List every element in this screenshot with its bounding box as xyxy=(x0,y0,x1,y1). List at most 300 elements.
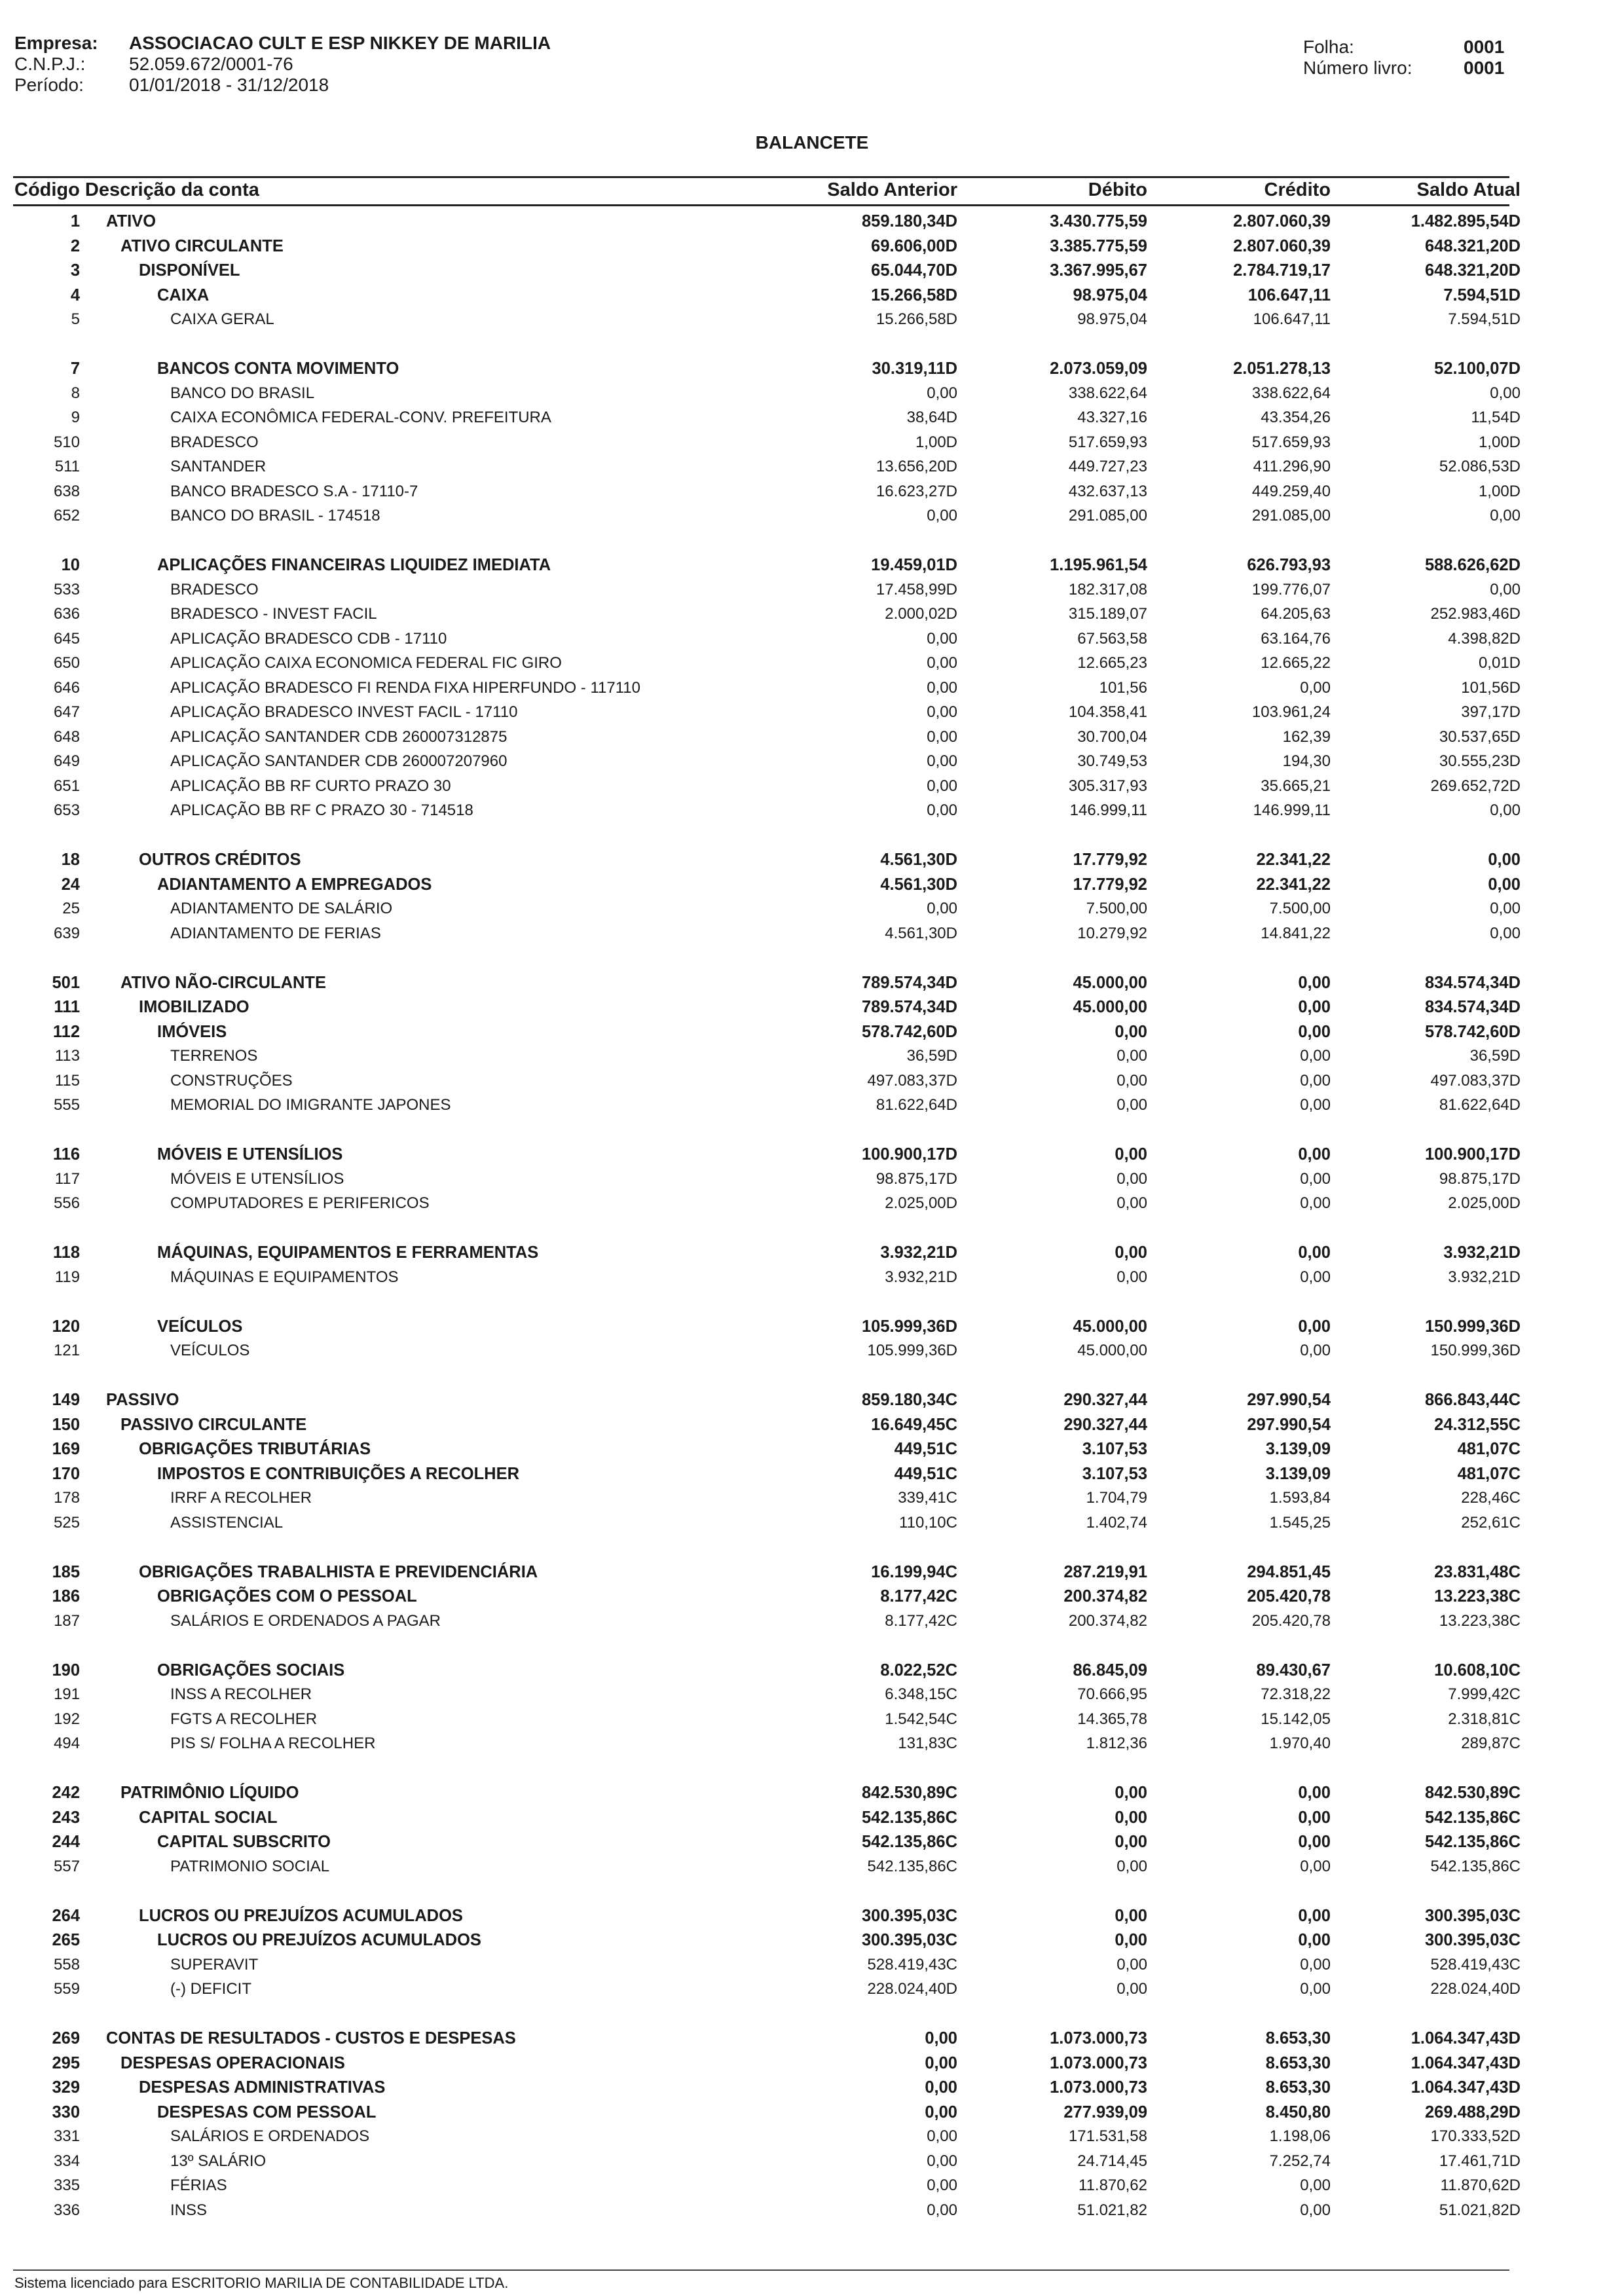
debito-value: 338.622,64 xyxy=(1068,384,1147,402)
account-row xyxy=(14,430,1521,454)
debito-value: 1.812,36 xyxy=(1086,1735,1147,1752)
saldo-anterior-value: 542.135,86C xyxy=(861,1833,957,1851)
debito-value: 67.563,58 xyxy=(1077,629,1147,648)
credito-value: 8.653,30 xyxy=(1265,2053,1331,2072)
account-row xyxy=(14,257,1521,282)
account-description: PIS S/ FOLHA A RECOLHER xyxy=(170,1735,376,1752)
saldo-atual-value: 1.064.347,43D xyxy=(1411,2053,1521,2072)
account-description: CONTAS DE RESULTADOS - CUSTOS E DESPESAS xyxy=(106,2029,516,2047)
saldo-anterior-value: 542.135,86C xyxy=(867,1857,957,1875)
company-header xyxy=(14,33,551,96)
account-code: 169 xyxy=(52,1440,80,1458)
saldo-atual-value: 2.318,81C xyxy=(1448,1710,1521,1728)
account-row xyxy=(14,1092,1521,1117)
row-spacer xyxy=(14,1117,1509,1142)
debito-value: 305.317,93 xyxy=(1068,777,1147,795)
saldo-atual-value: 7.594,51D xyxy=(1443,285,1521,304)
livro-value: 0001 xyxy=(1464,58,1505,78)
saldo-anterior-value: 30.319,11D xyxy=(872,359,957,378)
debito-value: 291.085,00 xyxy=(1068,507,1147,524)
account-description: ADIANTAMENTO A EMPREGADOS xyxy=(157,875,432,894)
saldo-anterior-value: 110,10C xyxy=(899,1513,957,1532)
account-code: 652 xyxy=(53,507,80,524)
saldo-anterior-value: 2.025,00D xyxy=(885,1194,957,1212)
account-row xyxy=(14,1166,1521,1191)
account-code: 113 xyxy=(54,1047,80,1065)
account-description: INSS xyxy=(170,2201,208,2219)
saldo-atual-value: 228.024,40D xyxy=(1430,1980,1521,1998)
account-code: 7 xyxy=(70,359,80,378)
saldo-atual-value: 150.999,36D xyxy=(1430,1342,1521,1359)
saldo-atual-value: 7.594,51D xyxy=(1448,310,1521,328)
saldo-atual-value: 588.626,62D xyxy=(1424,556,1521,574)
account-code: 117 xyxy=(54,1169,80,1188)
account-description: APLICAÇÕES FINANCEIRAS LIQUIDEZ IMEDIATA xyxy=(157,556,551,574)
account-description: PASSIVO CIRCULANTE xyxy=(120,1415,307,1434)
saldo-atual-value: 0,00 xyxy=(1488,851,1521,869)
debito-value: 1.073.000,73 xyxy=(1050,2078,1147,2097)
saldo-anterior-value: 0,00 xyxy=(927,777,957,795)
saldo-anterior-value: 789.574,34D xyxy=(861,998,957,1016)
account-description: ADIANTAMENTO DE FERIAS xyxy=(170,924,381,942)
row-spacer xyxy=(14,331,1509,356)
credito-value: 106.647,11 xyxy=(1253,310,1331,328)
account-description: VEÍCULOS xyxy=(157,1317,243,1336)
col-debito: Débito xyxy=(1088,179,1147,200)
credito-value: 7.252,74 xyxy=(1269,2152,1331,2170)
credito-value: 35.665,21 xyxy=(1261,777,1331,795)
saldo-anterior-value: 0,00 xyxy=(927,2201,957,2219)
saldo-atual-value: 30.537,65D xyxy=(1439,727,1521,746)
credito-value: 0,00 xyxy=(1298,1833,1331,1851)
account-row xyxy=(14,2123,1521,2148)
account-row xyxy=(14,1731,1521,1755)
saldo-anterior-value: 0,00 xyxy=(925,2029,957,2047)
account-code: 331 xyxy=(53,2127,80,2145)
account-row xyxy=(14,1608,1521,1633)
saldo-atual-value: 10.608,10C xyxy=(1434,1661,1521,1680)
account-description: SALÁRIOS E ORDENADOS A PAGAR xyxy=(170,1611,441,1630)
credito-value: 22.341,22 xyxy=(1256,851,1331,869)
saldo-atual-value: 269.652,72D xyxy=(1430,777,1521,795)
debito-value: 0,00 xyxy=(1116,1980,1147,1998)
account-description: BRADESCO xyxy=(170,433,259,451)
account-code: 511 xyxy=(54,458,80,475)
saldo-anterior-value: 449,51C xyxy=(894,1464,957,1483)
account-code: 557 xyxy=(53,1857,80,1875)
account-description: MÁQUINAS, EQUIPAMENTOS E FERRAMENTAS xyxy=(157,1243,539,1262)
account-code: 150 xyxy=(52,1415,80,1434)
account-code: 244 xyxy=(52,1833,80,1851)
debito-value: 12.665,23 xyxy=(1077,654,1147,672)
credito-value: 3.139,09 xyxy=(1265,1440,1331,1458)
saldo-anterior-value: 542.135,86C xyxy=(861,1808,957,1827)
account-row xyxy=(14,1338,1521,1363)
saldo-anterior-value: 0,00 xyxy=(927,727,957,746)
account-code: 295 xyxy=(52,2053,80,2072)
credito-value: 64.205,63 xyxy=(1261,605,1331,623)
account-row xyxy=(14,1583,1521,1608)
saldo-anterior-value: 38,64D xyxy=(906,409,957,426)
debito-value: 30.700,04 xyxy=(1077,727,1147,746)
saldo-atual-value: 0,00 xyxy=(1490,801,1521,819)
page-title: BALANCETE xyxy=(755,132,869,153)
account-row xyxy=(14,1436,1521,1461)
debito-value: 0,00 xyxy=(1116,1955,1147,1974)
account-code: 185 xyxy=(52,1562,80,1581)
account-row xyxy=(14,233,1521,258)
account-code: 639 xyxy=(53,924,80,942)
debito-value: 0,00 xyxy=(1116,1096,1147,1114)
periodo-row xyxy=(14,75,551,96)
debito-value: 517.659,93 xyxy=(1068,433,1147,451)
account-row xyxy=(14,724,1521,749)
account-code: 24 xyxy=(61,875,80,894)
saldo-atual-value: 269.488,29D xyxy=(1424,2102,1521,2121)
account-row xyxy=(14,479,1521,504)
saldo-atual-value: 98.875,17D xyxy=(1439,1169,1521,1188)
debito-value: 200.374,82 xyxy=(1063,1587,1147,1606)
saldo-atual-value: 36,59D xyxy=(1469,1047,1521,1065)
account-row xyxy=(14,1141,1521,1166)
debito-value: 98.975,04 xyxy=(1073,285,1147,304)
account-description: LUCROS OU PREJUÍZOS ACUMULADOS xyxy=(157,1931,481,1949)
account-code: 645 xyxy=(53,629,80,648)
account-code: 243 xyxy=(52,1808,80,1827)
credito-value: 1.970,40 xyxy=(1269,1735,1331,1752)
credito-value: 0,00 xyxy=(1300,1857,1331,1875)
saldo-atual-value: 542.135,86C xyxy=(1430,1857,1521,1875)
saldo-atual-value: 481,07C xyxy=(1457,1464,1521,1483)
credito-value: 72.318,22 xyxy=(1261,1685,1331,1703)
saldo-atual-value: 397,17D xyxy=(1461,703,1521,721)
credito-value: 297.990,54 xyxy=(1247,1391,1331,1409)
periodo-label: Período: xyxy=(14,75,84,95)
account-description: BANCOS CONTA MOVIMENTO xyxy=(157,359,399,378)
credito-value: 12.665,22 xyxy=(1261,654,1331,672)
account-code: 192 xyxy=(53,1710,80,1728)
saldo-atual-value: 866.843,44C xyxy=(1424,1391,1521,1409)
debito-value: 43.327,16 xyxy=(1077,409,1147,426)
credito-value: 0,00 xyxy=(1300,678,1331,697)
account-description: OBRIGAÇÕES SOCIAIS xyxy=(157,1661,345,1680)
account-row xyxy=(14,1485,1521,1510)
saldo-anterior-value: 497.083,37D xyxy=(867,1071,957,1090)
saldo-atual-value: 11,54D xyxy=(1471,409,1521,426)
saldo-anterior-value: 19.459,01D xyxy=(871,556,957,574)
account-row xyxy=(14,872,1521,896)
credito-value: 0,00 xyxy=(1300,1342,1331,1359)
saldo-anterior-value: 339,41C xyxy=(898,1489,957,1507)
saldo-anterior-value: 859.180,34C xyxy=(861,1391,957,1409)
cnpj-row xyxy=(14,54,551,75)
account-code: 116 xyxy=(52,1145,80,1164)
account-row xyxy=(14,1019,1521,1044)
saldo-atual-value: 0,00 xyxy=(1490,507,1521,524)
account-code: 1 xyxy=(70,212,80,230)
debito-value: 0,00 xyxy=(1115,1808,1147,1827)
debito-value: 1.073.000,73 xyxy=(1050,2053,1147,2072)
row-spacer xyxy=(14,1363,1509,1387)
account-description: MEMORIAL DO IMIGRANTE JAPONES xyxy=(170,1096,451,1114)
saldo-atual-value: 3.932,21D xyxy=(1443,1243,1521,1262)
account-code: 334 xyxy=(53,2152,80,2170)
account-code: 8 xyxy=(71,384,80,402)
account-code: 651 xyxy=(53,777,80,795)
account-code: 329 xyxy=(52,2078,80,2097)
account-description: ATIVO NÃO-CIRCULANTE xyxy=(120,973,327,992)
row-spacer xyxy=(14,1289,1509,1313)
credito-value: 63.164,76 xyxy=(1261,629,1331,648)
account-row xyxy=(14,675,1521,700)
account-code: 178 xyxy=(53,1489,80,1507)
account-description: FGTS A RECOLHER xyxy=(170,1710,318,1728)
account-row xyxy=(14,847,1521,872)
credito-value: 205.420,78 xyxy=(1247,1587,1331,1606)
saldo-anterior-value: 4.561,30D xyxy=(885,924,957,942)
account-row xyxy=(14,1780,1521,1805)
account-code: 330 xyxy=(52,2102,80,2121)
account-row xyxy=(14,1461,1521,1486)
account-description: OBRIGAÇÕES TRIBUTÁRIAS xyxy=(139,1440,371,1458)
account-description: APLICAÇÃO BRADESCO INVEST FACIL - 17110 xyxy=(170,703,518,721)
account-code: 264 xyxy=(52,1906,80,1925)
saldo-anterior-value: 528.419,43C xyxy=(867,1955,957,1974)
credito-value: 0,00 xyxy=(1298,1906,1331,1925)
saldo-anterior-value: 16.199,94C xyxy=(871,1562,957,1581)
saldo-atual-value: 228,46C xyxy=(1461,1489,1521,1507)
saldo-atual-value: 1,00D xyxy=(1478,482,1521,500)
account-description: APLICAÇÃO SANTANDER CDB 260007312875 xyxy=(170,727,507,746)
credito-value: 8.450,80 xyxy=(1265,2102,1331,2121)
account-row xyxy=(14,1559,1521,1584)
account-row xyxy=(14,1976,1521,2001)
account-description: IMÓVEIS xyxy=(157,1022,227,1041)
saldo-anterior-value: 578.742,60D xyxy=(861,1022,957,1041)
saldo-anterior-value: 16.623,27D xyxy=(876,482,957,500)
saldo-atual-value: 542.135,86C xyxy=(1424,1808,1521,1827)
credito-value: 0,00 xyxy=(1298,1145,1331,1164)
saldo-anterior-value: 300.395,03C xyxy=(861,1931,957,1949)
saldo-atual-value: 4.398,82D xyxy=(1448,629,1521,648)
saldo-anterior-value: 0,00 xyxy=(927,801,957,819)
saldo-atual-value: 150.999,36D xyxy=(1424,1317,1521,1336)
debito-value: 200.374,82 xyxy=(1068,1611,1147,1630)
account-code: 242 xyxy=(52,1784,80,1802)
account-code: 650 xyxy=(53,654,80,672)
saldo-atual-value: 2.025,00D xyxy=(1448,1194,1521,1212)
col-saldo-anterior: Saldo Anterior xyxy=(827,179,957,200)
saldo-anterior-value: 0,00 xyxy=(927,2176,957,2194)
account-row xyxy=(14,405,1521,430)
account-code: 648 xyxy=(53,727,80,746)
debito-value: 45.000,00 xyxy=(1073,1317,1147,1336)
account-code: 10 xyxy=(61,556,80,574)
credito-value: 1.593,84 xyxy=(1269,1489,1331,1507)
account-row xyxy=(14,970,1521,995)
account-code: 533 xyxy=(53,580,80,598)
debito-value: 315.189,07 xyxy=(1068,605,1147,623)
saldo-atual-value: 648.321,20D xyxy=(1424,261,1521,280)
account-description: BRADESCO - INVEST FACIL xyxy=(170,605,377,623)
account-description: APLICAÇÃO CAIXA ECONOMICA FEDERAL FIC GIRO xyxy=(170,654,562,672)
credito-value: 2.784.719,17 xyxy=(1233,261,1331,280)
account-code: 118 xyxy=(52,1243,80,1262)
account-row xyxy=(14,2148,1521,2173)
credito-value: 0,00 xyxy=(1300,2176,1331,2194)
saldo-atual-value: 11.870,62D xyxy=(1440,2176,1521,2194)
debito-value: 7.500,00 xyxy=(1086,900,1147,917)
credito-value: 22.341,22 xyxy=(1256,875,1331,894)
account-row xyxy=(14,380,1521,405)
saldo-anterior-value: 0,00 xyxy=(927,507,957,524)
account-row xyxy=(14,1706,1521,1731)
account-description: APLICAÇÃO BB RF C PRAZO 30 - 714518 xyxy=(170,801,473,819)
account-description: OBRIGAÇÕES COM O PESSOAL xyxy=(157,1587,417,1606)
account-row xyxy=(14,896,1521,921)
saldo-anterior-value: 131,83C xyxy=(898,1735,957,1752)
saldo-anterior-value: 228.024,40D xyxy=(867,1980,957,1998)
saldo-atual-value: 101,56D xyxy=(1461,678,1521,697)
account-description: OUTROS CRÉDITOS xyxy=(139,851,301,869)
saldo-atual-value: 834.574,34D xyxy=(1424,973,1521,992)
credito-value: 0,00 xyxy=(1298,1317,1331,1336)
saldo-atual-value: 1.482.895,54D xyxy=(1411,212,1521,230)
account-code: 653 xyxy=(53,801,80,819)
debito-value: 10.279,92 xyxy=(1077,924,1147,942)
account-description: CAIXA xyxy=(157,285,210,304)
debito-value: 3.430.775,59 xyxy=(1050,212,1147,230)
saldo-atual-value: 300.395,03C xyxy=(1424,1931,1521,1949)
saldo-anterior-value: 8.177,42C xyxy=(885,1611,957,1630)
saldo-atual-value: 24.312,55C xyxy=(1434,1415,1521,1434)
account-description: IMOBILIZADO xyxy=(139,998,249,1016)
account-description: SUPERAVIT xyxy=(170,1955,259,1974)
account-row xyxy=(14,626,1521,651)
account-row xyxy=(14,2074,1521,2099)
saldo-anterior-value: 15.266,58D xyxy=(876,310,957,328)
debito-value: 0,00 xyxy=(1116,1268,1147,1286)
debito-value: 70.666,95 xyxy=(1077,1685,1147,1703)
saldo-anterior-value: 6.348,15C xyxy=(885,1685,957,1703)
account-code: 269 xyxy=(52,2029,80,2047)
account-description: DESPESAS ADMINISTRATIVAS xyxy=(139,2078,386,2097)
account-code: 649 xyxy=(53,752,80,770)
debito-value: 290.327,44 xyxy=(1063,1391,1147,1409)
account-description: ATIVO xyxy=(106,212,157,230)
account-description: APLICAÇÃO SANTANDER CDB 260007207960 xyxy=(170,752,507,770)
saldo-atual-value: 3.932,21D xyxy=(1448,1268,1521,1286)
account-description: (-) DEFICIT xyxy=(170,1980,251,1998)
account-row xyxy=(14,2173,1521,2197)
col-saldo-atual: Saldo Atual xyxy=(1416,179,1521,200)
account-row xyxy=(14,994,1521,1019)
credito-value: 0,00 xyxy=(1300,1268,1331,1286)
account-description: ASSISTENCIAL xyxy=(170,1513,284,1532)
debito-value: 17.779,92 xyxy=(1073,875,1147,894)
account-description: SANTANDER xyxy=(170,458,267,475)
account-description: MÓVEIS E UTENSÍLIOS xyxy=(170,1169,344,1188)
saldo-atual-value: 0,01D xyxy=(1478,654,1521,672)
account-description: MÓVEIS E UTENSÍLIOS xyxy=(157,1145,343,1164)
debito-value: 51.021,82 xyxy=(1077,2201,1147,2219)
account-description: DISPONÍVEL xyxy=(139,261,240,280)
saldo-atual-value: 481,07C xyxy=(1457,1440,1521,1458)
saldo-anterior-value: 0,00 xyxy=(925,2078,957,2097)
debito-value: 290.327,44 xyxy=(1063,1415,1147,1434)
saldo-atual-value: 0,00 xyxy=(1490,924,1521,942)
account-description: OBRIGAÇÕES TRABALHISTA E PREVIDENCIÁRIA xyxy=(139,1562,538,1581)
account-code: 336 xyxy=(53,2201,80,2219)
debito-value: 3.367.995,67 xyxy=(1050,261,1147,280)
debito-value: 287.219,91 xyxy=(1063,1562,1147,1581)
credito-value: 0,00 xyxy=(1298,1784,1331,1802)
account-description: COMPUTADORES E PERIFERICOS xyxy=(170,1194,430,1212)
account-description: CAPITAL SUBSCRITO xyxy=(157,1833,331,1851)
account-code: 494 xyxy=(53,1735,80,1752)
debito-value: 14.365,78 xyxy=(1077,1710,1147,1728)
debito-value: 0,00 xyxy=(1115,1784,1147,1802)
debito-value: 0,00 xyxy=(1116,1169,1147,1188)
account-row xyxy=(14,798,1521,822)
account-code: 149 xyxy=(52,1391,80,1409)
debito-value: 3.107,53 xyxy=(1082,1440,1147,1458)
account-row xyxy=(14,921,1521,946)
saldo-atual-value: 252,61C xyxy=(1461,1513,1521,1532)
saldo-anterior-value: 0,00 xyxy=(927,2152,957,2170)
debito-value: 0,00 xyxy=(1116,1857,1147,1875)
saldo-atual-value: 81.622,64D xyxy=(1439,1096,1521,1114)
debito-value: 3.107,53 xyxy=(1082,1464,1147,1483)
credito-value: 0,00 xyxy=(1300,2201,1331,2219)
saldo-anterior-value: 859.180,34D xyxy=(861,212,957,230)
credito-value: 0,00 xyxy=(1298,1808,1331,1827)
credito-value: 1.545,25 xyxy=(1269,1513,1331,1532)
cnpj-label: C.N.P.J.: xyxy=(14,54,86,74)
credito-value: 0,00 xyxy=(1298,1022,1331,1041)
debito-value: 182.317,08 xyxy=(1068,580,1147,598)
credito-value: 194,30 xyxy=(1282,752,1331,770)
empresa-row xyxy=(14,33,551,54)
saldo-anterior-value: 81.622,64D xyxy=(876,1096,957,1114)
account-code: 510 xyxy=(53,433,80,451)
credito-value: 626.793,93 xyxy=(1247,556,1331,574)
account-code: 9 xyxy=(71,409,80,426)
account-row xyxy=(14,2099,1521,2124)
credito-value: 291.085,00 xyxy=(1251,507,1331,524)
saldo-anterior-value: 100.900,17D xyxy=(861,1145,957,1164)
debito-value: 30.749,53 xyxy=(1077,752,1147,770)
account-row xyxy=(14,1903,1521,1928)
debito-value: 24.714,45 xyxy=(1077,2152,1147,2170)
credito-value: 1.198,06 xyxy=(1269,2127,1331,2145)
account-code: 121 xyxy=(53,1342,80,1359)
account-row xyxy=(14,282,1521,307)
footer-rule xyxy=(13,2269,1509,2271)
account-row xyxy=(14,1387,1521,1412)
account-code: 335 xyxy=(53,2176,80,2194)
account-code: 636 xyxy=(53,605,80,623)
credito-value: 338.622,64 xyxy=(1251,384,1331,402)
credito-value: 0,00 xyxy=(1300,1194,1331,1212)
account-code: 646 xyxy=(53,678,80,697)
debito-value: 11.870,62 xyxy=(1079,2176,1147,2194)
debito-value: 45.000,00 xyxy=(1077,1342,1147,1359)
account-code: 111 xyxy=(54,998,80,1016)
account-row xyxy=(14,748,1521,773)
saldo-anterior-value: 0,00 xyxy=(927,752,957,770)
credito-value: 0,00 xyxy=(1300,1980,1331,1998)
